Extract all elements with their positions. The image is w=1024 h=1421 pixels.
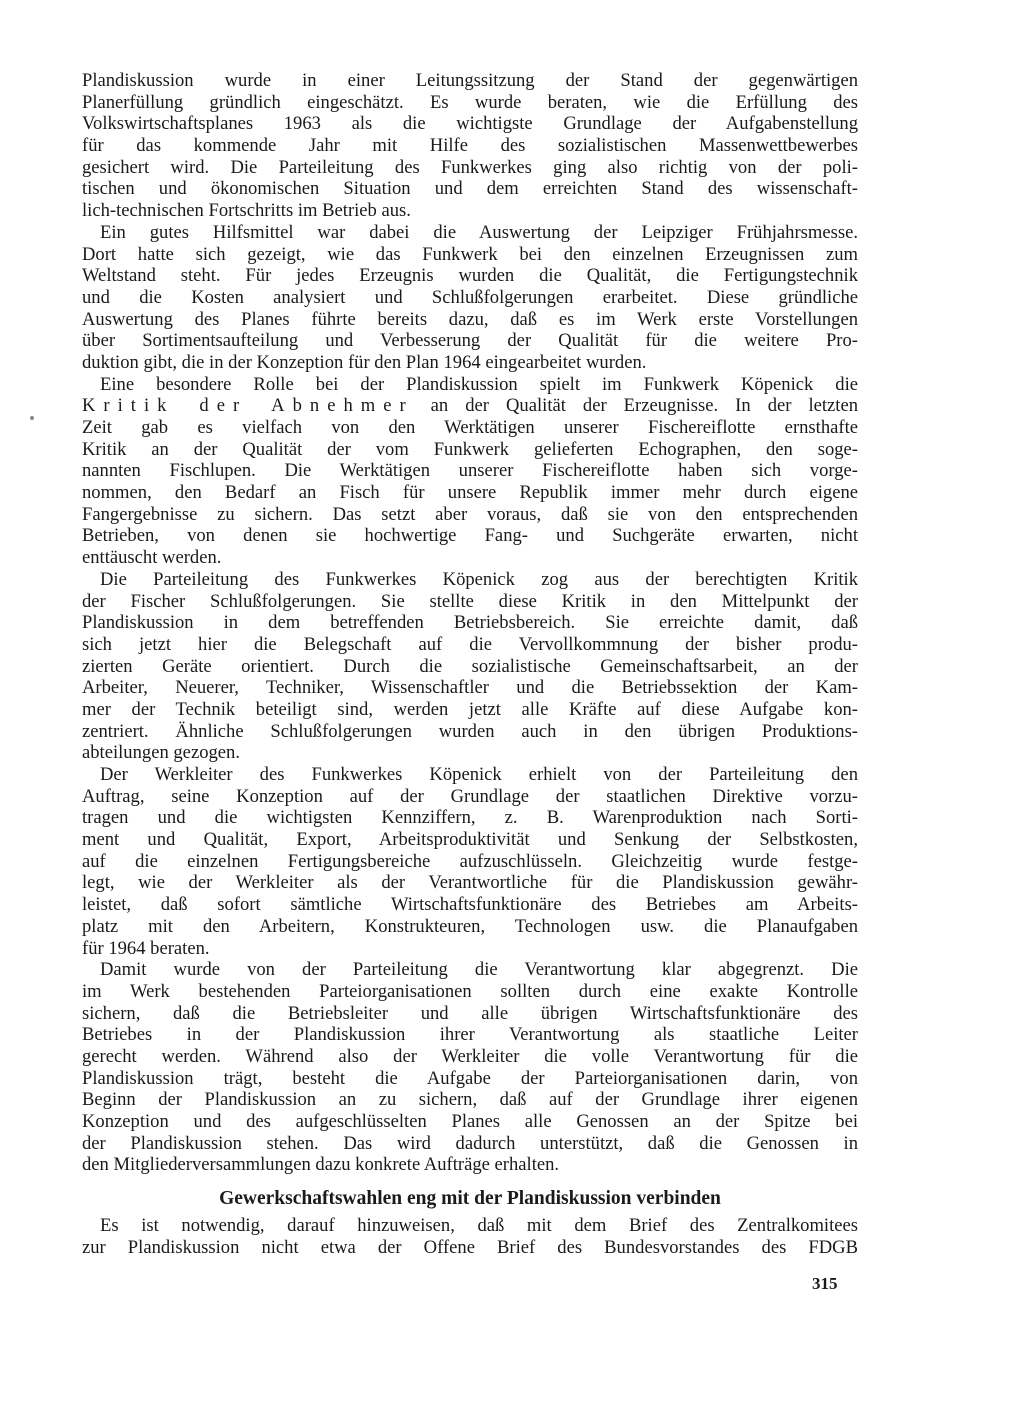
text-line: zur Plandiskussion nicht etwa der Offene Brief des Bundesvorstandes des FDGB [82,1236,858,1258]
page-number: 315 [812,1274,838,1293]
text-line: für 1964 beraten. [82,937,210,959]
text-line: Planerfüllung gründlich eingeschätzt. Es wurde beraten, wie die Erfüllung des [82,91,858,113]
text-line: der Plandiskussion stehen. Das wird dadurch unterstützt, daß die Genossen in [82,1132,858,1154]
text-line: Plandiskussion trägt, besteht die Aufgabe der Parteiorganisationen darin, von [82,1067,858,1089]
text-line: ment und Qualität, Export, Arbeitsproduktivität und Senkung der Selbstkosten, [82,829,858,851]
paragraph-7 [82,1215,858,1258]
text-line: und die Kosten analysiert und Schlußfolgerungen erarbeitet. Diese gründliche [82,286,858,308]
text-line: enttäuscht werden. [82,547,222,569]
section-heading: Gewerkschaftswahlen eng mit der Plandiskussion verbinden [219,1188,721,1210]
text-line: Auswertung des Planes führte bereits dazu, daß es im Werk erste Vorstellungen [82,308,858,330]
paragraph-5 [82,764,858,959]
text-line: Kritik an der Qualität der vom Funkwerk gelieferten Echographen, den soge- [82,438,858,460]
text-line: Die Parteileitung des Funkwerkes Köpenick zog aus der berechtigten Kritik [100,568,858,590]
text-line: Es ist notwendig, darauf hinzuweisen, daß mit dem Brief des Zentralkomitees [100,1215,858,1237]
text-line: gesichert wird. Die Parteileitung des Funkwerkes ging also richtig von der poli- [82,156,858,178]
text-line: nommen, den Bedarf an Fisch für unsere Republik immer mehr durch eigene [82,482,858,504]
text-line: tischen und ökonomischen Situation und dem erreichten Stand des wissenschaft- [82,178,858,200]
text-line: duktion gibt, die in der Konzeption für den Plan 1964 eingearbeitet wurden. [82,351,647,373]
text-line: für das kommende Jahr mit Hilfe des sozialistischen Massenwettbewerbes [82,135,858,157]
paragraph-4 [82,569,858,764]
text-line: der Fischer Schlußfolgerungen. Sie stellte diese Kritik in den Mittelpunkt der [82,590,858,612]
text-line: Plandiskussion wurde in einer Leitungssitzung der Stand der gegenwärtigen [82,70,858,91]
text-line: Damit wurde von der Parteileitung die Verantwortung klar abgegrenzt. Die [100,959,858,981]
text-line: gerecht werden. Während also der Werkleiter die volle Verantwortung für die [82,1045,858,1067]
text-line: platz mit den Arbeitern, Konstrukteuren, Technologen usw. die Planaufgaben [82,915,858,937]
text-line: Auftrag, seine Konzeption auf der Grundlage der staatlichen Direktive vorzu- [82,785,858,807]
text-line: nannten Fischlupen. Die Werktätigen unserer Fischereiflotte haben sich vorge- [82,460,858,482]
paragraph-3 [82,374,858,569]
text-line: zierten Geräte orientiert. Durch die sozialistische Gemeinschaftsarbeit, an der [82,655,858,677]
text-line: legt, wie der Werkleiter als der Verantwortliche für die Plandiskussion gewähr- [82,872,858,894]
paragraph-1 [82,70,858,222]
text-fragment: an der Qualität der Erzeugnisse. In der letzten [413,395,859,417]
text-line: Der Werkleiter des Funkwerkes Köpenick erhielt von der Parteileitung den [100,764,858,785]
text-line: Zeit gab es vielfach von den Werktätigen unserer Fischereiflotte ernsthafte [82,417,858,438]
text-line: über Sortimentsaufteilung und Verbesserung der Qualität für die weitere Pro- [82,330,858,352]
paragraph-6 [82,959,858,1176]
text-line: mer der Technik beteiligt sind, werden jetzt alle Kräfte auf diese Aufgabe kon- [82,698,858,720]
text-line: zentriert. Ähnliche Schlußfolgerungen wurden auch in den übrigen Produktions- [82,720,858,742]
text-line: Fangergebnisse zu sichern. Das setzt aber voraus, daß sie von den entsprechenden [82,503,858,525]
text-line: Eine besondere Rolle bei der Plandiskussion spielt im Funkwerk Köpenick die [100,373,858,395]
text-line: Ein gutes Hilfsmittel war dabei die Auswertung der Leipziger Frühjahrsmesse. [100,221,858,243]
emphasized-text: Kritik der Abnehmer [82,395,414,417]
text-line: Betrieben, von denen sie hochwertige Fang- und Suchgeräte erwarten, nicht [82,525,858,547]
text-line: lich-technischen Fortschritts im Betrieb aus. [82,200,411,222]
paragraph-2 [82,222,858,374]
text-line: leistet, daß sofort sämtliche Wirtschaftsfunktionäre des Betriebes am Arbeits- [82,894,858,916]
text-line: abteilungen gezogen. [82,742,240,764]
text-line: sich jetzt hier die Belegschaft auf die Vervollkommnung der bisher produ- [82,633,858,655]
text-line [82,395,858,417]
text-line: Volkswirtschaftsplanes 1963 als die wichtigste Grundlage der Aufgabenstellung [82,113,858,135]
text-line: Arbeiter, Neuerer, Techniker, Wissenschaftler und die Betriebssektion der Kam- [82,677,858,699]
text-line: Beginn der Plandiskussion an zu sichern, daß auf der Grundlage ihrer eigenen [82,1089,858,1111]
text-line: Betriebes in der Plandiskussion ihrer Verantwortung als staatliche Leiter [82,1024,858,1046]
text-line: sichern, daß die Betriebsleiter und alle übrigen Wirtschaftsfunktionäre des [82,1002,858,1024]
margin-mark [30,416,34,420]
text-line: auf die einzelnen Fertigungsbereiche aufzuschlüsseln. Gleichzeitig wurde festge- [82,850,858,872]
text-line: Plandiskussion in dem betreffenden Betriebsbereich. Sie erreichte damit, daß [82,612,858,634]
document-page [82,70,858,1258]
text-line: tragen und die wichtigsten Kennziffern, z. B. Warenproduktion nach Sorti- [82,807,858,829]
text-line: Dort hatte sich gezeigt, wie das Funkwerk bei den einzelnen Erzeugnissen zum [82,243,858,265]
text-line: im Werk bestehenden Parteiorganisationen sollten durch eine exakte Kontrolle [82,980,858,1002]
text-line: den Mitgliederversammlungen dazu konkrete Aufträge erhalten. [82,1154,560,1176]
text-line: Weltstand steht. Für jedes Erzeugnis wurden die Qualität, die Fertigungstechnik [82,265,858,287]
text-line: Konzeption und des aufgeschlüsselten Planes alle Genossen an der Spitze bei [82,1111,858,1132]
